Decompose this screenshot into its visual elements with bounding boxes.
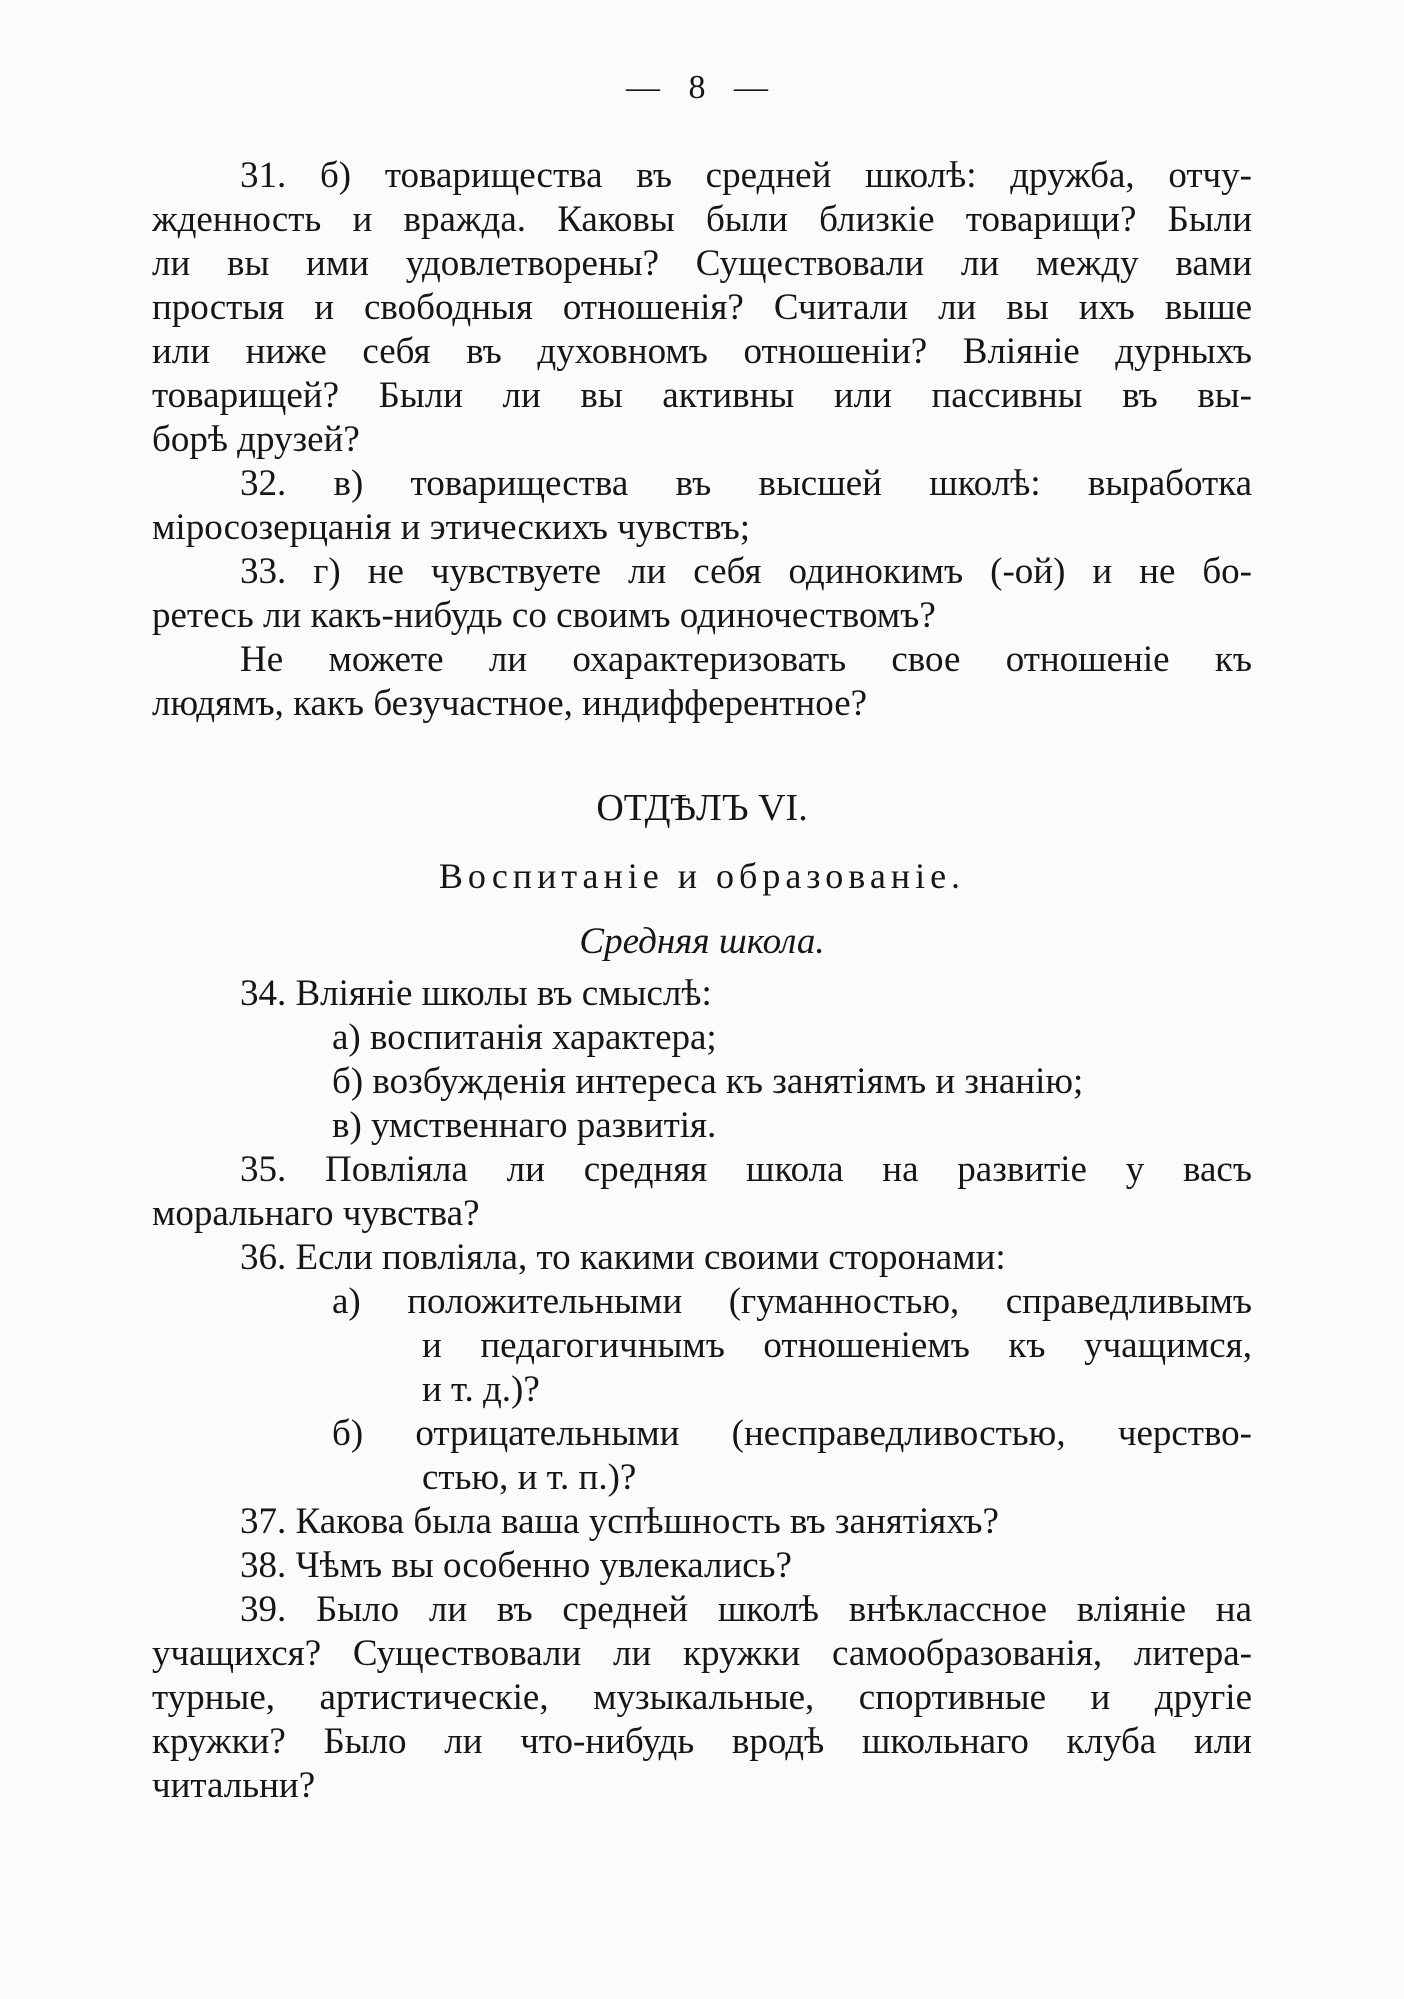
question-39	[152, 1588, 1252, 1808]
text-line: учащихся? Существовали ли кружки самообразованія, литера-	[152, 1633, 1252, 1674]
text-line: турные, артистическіе, музыкальные, спортивные и другіе	[152, 1677, 1252, 1718]
list-item-continuation: и т. д.)?	[422, 1369, 540, 1410]
question-text: 34. Вліяніе школы въ смыслѣ:	[240, 973, 712, 1014]
text-line: читальни?	[152, 1765, 316, 1806]
question-34	[152, 972, 1252, 1148]
text-line: 32. в) товарищества въ высшей школѣ: выработка	[240, 463, 1252, 504]
question-36	[152, 1236, 1252, 1500]
list-item-continuation: стью, и т. п.)?	[422, 1457, 637, 1498]
text-line: 31. б) товарищества въ средней школѣ: дружба, отчу-	[240, 155, 1252, 196]
text-line: 39. Было ли въ средней школѣ внѣклассное вліяніе на	[240, 1589, 1252, 1630]
text-line: Не можете ли охарактеризовать свое отношеніе къ	[240, 639, 1252, 680]
paragraph-32	[152, 462, 1252, 550]
text-line: 33. г) не чувствуете ли себя одинокимъ (-ой) и не бо-	[240, 551, 1252, 592]
list-item-continuation: и педагогичнымъ отношеніемъ къ учащимся,	[422, 1325, 1252, 1366]
text-line: или ниже себя въ духовномъ отношеніи? Вліяніе дурныхъ	[152, 331, 1252, 372]
text-line: міросозерцанія и этическихъ чувствъ;	[152, 507, 751, 548]
list-item: б) отрицательными (несправедливостью, черство-	[332, 1413, 1252, 1454]
section-title: ОТДѢЛЪ VI.	[596, 787, 808, 829]
question-text: 36. Если повліяла, то какими своими сторонами:	[240, 1237, 1006, 1278]
text-line: кружки? Было ли что-нибудь вродѣ школьнаго клуба или	[152, 1721, 1252, 1762]
text-line: борѣ друзей?	[152, 419, 360, 460]
question-37: 37. Какова была ваша успѣшность въ занятіяхъ?	[240, 1501, 999, 1542]
page-number: — 8 —	[626, 69, 778, 106]
body-text	[152, 154, 1252, 1808]
section-subtitle: Воспитаніе и образованіе.	[438, 856, 966, 896]
paragraph-attitude	[152, 638, 1252, 726]
text-line: людямъ, какъ безучастное, индифферентное?	[152, 683, 868, 724]
list-item: а) воспитанія характера;	[332, 1017, 717, 1058]
text-line: 35. Повліяла ли средняя школа на развитіе у васъ	[240, 1149, 1252, 1190]
section-italic-heading: Средняя школа.	[579, 921, 825, 962]
text-line: ли вы ими удовлетворены? Существовали ли между вами	[152, 243, 1252, 284]
paragraph-31	[152, 154, 1252, 462]
question-38: 38. Чѣмъ вы особенно увлекались?	[240, 1545, 792, 1586]
text-line: простыя и свободныя отношенія? Считали ли вы ихъ выше	[152, 287, 1252, 328]
list-item: в) умственнаго развитія.	[332, 1105, 717, 1146]
text-line: моральнаго чувства?	[152, 1193, 480, 1234]
text-line: ретесь ли какъ-нибудь со своимъ одиночествомъ?	[152, 595, 936, 636]
question-35	[152, 1148, 1252, 1236]
list-item: б) возбужденія интереса къ занятіямъ и знанію;	[332, 1061, 1084, 1102]
list-item: а) положительными (гуманностью, справедливымъ	[332, 1281, 1252, 1322]
text-line: товарищей? Были ли вы активны или пассивны въ вы-	[152, 375, 1252, 416]
paragraph-33	[152, 550, 1252, 638]
text-line: жденность и вражда. Каковы были близкіе товарищи? Были	[152, 199, 1252, 240]
